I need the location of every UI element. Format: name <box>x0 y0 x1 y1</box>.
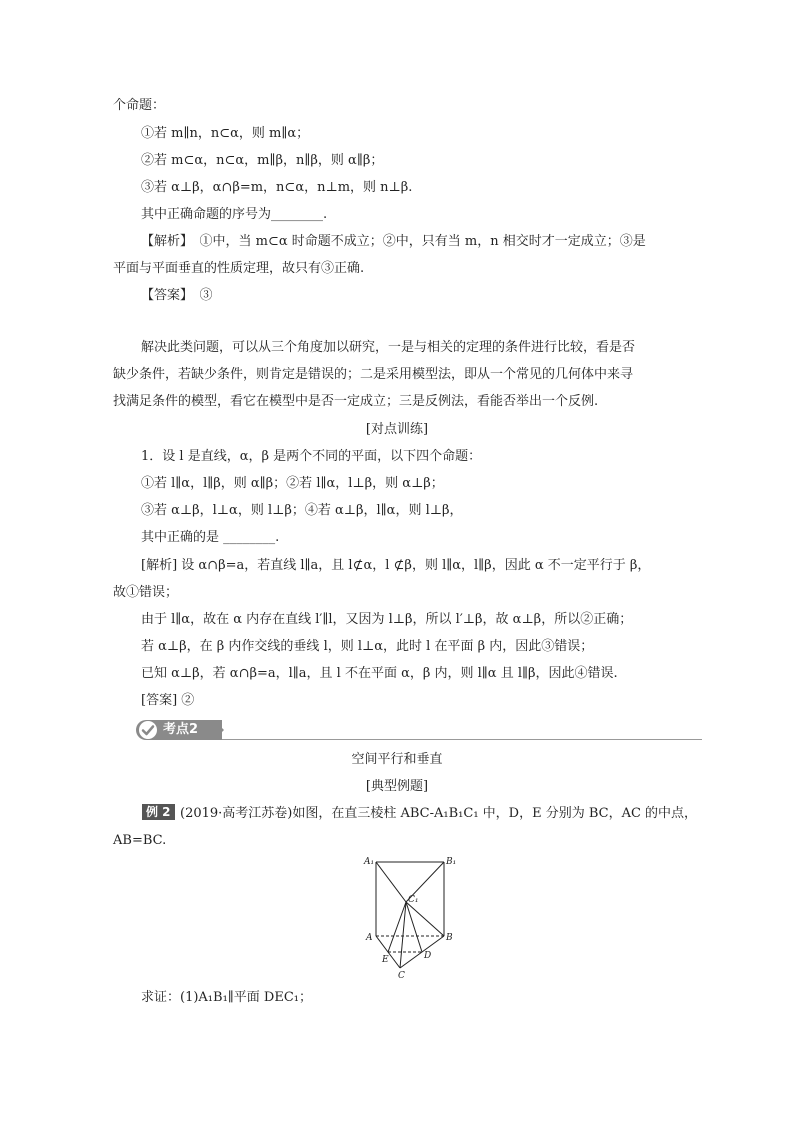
question-line: ①若 l∥α，l∥β，则 α∥β；②若 l∥α，l⊥β，则 α⊥β； <box>141 476 444 491</box>
label-a1: A₁ <box>364 857 375 867</box>
section-subtitle: [典型例题] <box>365 779 429 794</box>
question-line: 1．设 l 是直线，α，β 是两个不同的平面，以下四个命题： <box>141 449 482 464</box>
question-line: ③若 α⊥β，l⊥α，则 l⊥β；④若 α⊥β，l∥α，则 l⊥β， <box>141 503 463 518</box>
method-line: 解决此类问题，可以从三个角度加以研究，一是与相关的定理的条件进行比较，看是否 <box>141 340 636 355</box>
question-line: 其中正确的是 ________. <box>141 530 280 545</box>
example-text: AB=BC. <box>113 833 167 848</box>
analysis-line: 由于 l∥α，故在 α 内存在直线 l′∥l，又因为 l⊥β，所以 l′⊥β，故 α⊥β，所以②正确； <box>141 612 633 627</box>
label-a: A <box>366 933 373 943</box>
label-c1: C₁ <box>408 895 419 905</box>
text-line: ①若 m∥n，n⊂α，则 m∥α； <box>141 126 310 141</box>
analysis-line: 已知 α⊥β，若 α∩β=a，l∥a，且 l 不在平面 α，β 内，则 l∥α 且 l∥β，因此④错误. <box>141 666 618 681</box>
analysis-line: 若 α⊥β，在 β 内作交线的垂线 l，则 l⊥α，此时 l 在平面 β 内，因此③错误； <box>141 639 594 654</box>
example-tag: 例 2 <box>142 804 175 820</box>
check-icon <box>139 721 157 739</box>
analysis-line: 【解析】 ①中，当 m⊂α 时命题不成立；②中，只有当 m，n 相交时才一定成立；③是 <box>141 234 646 249</box>
example-text: (2019·高考江苏卷)如图，在直三棱柱 ABC-A₁B₁C₁ 中，D，E 分别为 BC，AC 的中点， <box>180 806 698 821</box>
section-badge-tip <box>214 720 224 740</box>
method-line: 缺少条件，若缺少条件，则肯定是错误的；二是采用模型法，即从一个常见的几何体中来寻 <box>113 367 634 382</box>
label-e: E <box>382 955 389 965</box>
label-c: C <box>398 971 405 980</box>
prism-figure <box>356 852 466 984</box>
section-divider <box>222 739 702 740</box>
text-line: 其中正确命题的序号为________. <box>141 207 328 222</box>
analysis-line: [解析] 设 α∩β=a，若直线 l∥a，且 l⊄α，l ⊄β，则 l∥α，l∥β，因此 α 不一定平行于 β， <box>141 558 651 573</box>
proof-line: 求证：(1)A₁B₁∥平面 DEC₁； <box>141 990 312 1005</box>
text-line: ②若 m⊂α，n⊂α，m∥β，n∥β，则 α∥β； <box>141 153 384 168</box>
analysis-line: 平面与平面垂直的性质定理，故只有③正确. <box>113 261 365 276</box>
section-badge-label: 考点2 <box>163 722 199 737</box>
answer-line: 【答案】 ③ <box>141 288 213 303</box>
label-b: B <box>446 933 453 943</box>
answer-line: [答案] ② <box>141 693 195 708</box>
analysis-line: 故①错误； <box>113 585 179 600</box>
label-b1: B₁ <box>446 857 457 867</box>
text-line: ③若 α⊥β，α∩β=m，n⊂α，n⊥m，则 n⊥β. <box>141 180 413 195</box>
section-title: 空间平行和垂直 <box>351 752 443 767</box>
training-heading: [对点训练] <box>365 422 429 437</box>
text-line: 个命题： <box>113 98 166 113</box>
method-line: 找满足条件的模型，看它在模型中是否一定成立；三是反例法，看能否举出一个反例. <box>113 394 599 409</box>
label-d: D <box>424 951 432 961</box>
